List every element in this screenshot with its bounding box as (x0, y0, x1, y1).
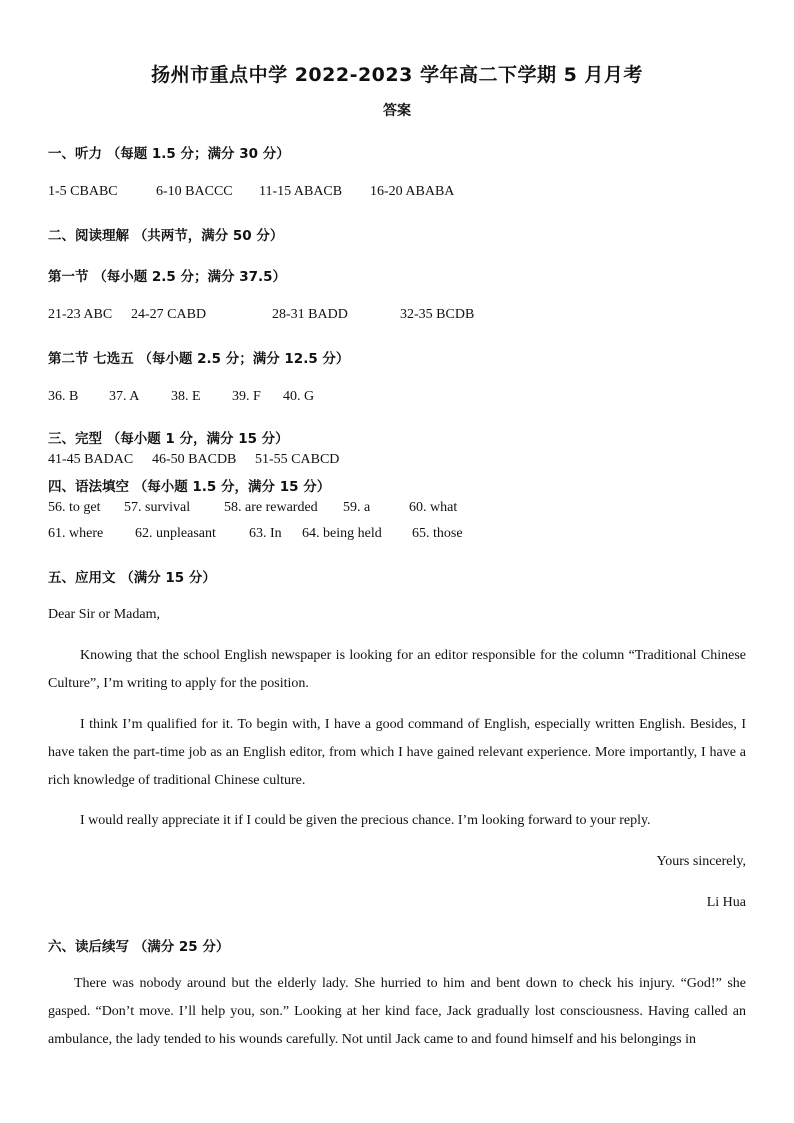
answer-item: 64. being held (302, 526, 382, 541)
grammar-answers-row1 (48, 500, 457, 516)
answer-group: 21-23 ABC (48, 307, 113, 322)
answer-group: 24-27 CABD (131, 307, 207, 322)
answer-item: 59. a (343, 500, 371, 515)
answer-item: 58. are rewarded (224, 500, 318, 515)
reading-part1-answers (48, 307, 474, 323)
answer-item: 36. B (48, 389, 79, 404)
grammar-answers-row2 (48, 526, 463, 542)
reading-part2-heading: 第二节 七选五 （每小题 2.5 分；满分 12.5 分） (48, 351, 350, 367)
answer-item: 57. survival (124, 500, 191, 515)
answer-item: 62. unpleasant (135, 526, 216, 541)
letter-closing: Yours sincerely, (656, 854, 746, 869)
answer-item: 40. G (283, 389, 315, 404)
continuation-paragraph: There was nobody around but the elderly lady. She hurried to him and bent down to check his injury. “God!” she gasped. “Don’t move. I’ll help you, son.” Looking at her kind face, Jack gradually lost consciousness. Having called an ambulance, the lady tended to his wounds carefully. Not until Jack came to and found himself and his belongings in (48, 976, 746, 1047)
answer-group: 51-55 CABCD (255, 452, 340, 467)
answer-item: 37. A (109, 389, 140, 404)
answer-group: 1-5 CBABC (48, 184, 118, 199)
answer-group: 28-31 BADD (272, 307, 348, 322)
letter-paragraph: I would really appreciate it if I could be given the precious chance. I’m looking forward to your reply. (80, 813, 651, 828)
answer-item: 65. those (412, 526, 463, 541)
letter-paragraph: I think I’m qualified for it. To begin with, I have a good command of English, especially written English. Besides, I have taken the part-time job as an English editor, from which I have gained relevant experience. More importantly, I have a rich knowledge of traditional Chinese culture. (48, 717, 746, 788)
section-grammar-heading: 四、语法填空 （每小题 1.5 分，满分 15 分） (48, 479, 331, 495)
section-continuation-heading: 六、读后续写 （满分 25 分） (48, 939, 230, 955)
answer-item: 61. where (48, 526, 104, 541)
answer-item: 56. to get (48, 500, 101, 515)
answer-item: 38. E (171, 389, 201, 404)
answer-item: 39. F (232, 389, 261, 404)
reading-part2-answers (48, 389, 314, 405)
letter-signature: Li Hua (706, 895, 746, 910)
section-reading-heading: 二、阅读理解 （共两节，满分 50 分） (48, 228, 284, 244)
section-listening-heading: 一、听力 （每题 1.5 分；满分 30 分） (48, 146, 290, 162)
answer-group: 32-35 BCDB (400, 307, 475, 322)
letter-greeting: Dear Sir or Madam, (48, 607, 160, 622)
page-title: 扬州市重点中学 2022-2023 学年高二下学期 5 月月考 (151, 64, 643, 86)
answer-group: 41-45 BADAC (48, 452, 134, 467)
section-cloze-heading: 三、完型 （每小题 1 分，满分 15 分） (48, 431, 289, 447)
answer-group: 6-10 BACCC (156, 184, 233, 199)
answer-group: 46-50 BACDB (152, 452, 237, 467)
answer-item: 63. In (249, 526, 282, 541)
answer-group: 16-20 ABABA (370, 184, 455, 199)
page-subtitle: 答案 (383, 103, 411, 119)
answer-group: 11-15 ABACB (259, 184, 343, 199)
reading-part1-heading: 第一节 （每小题 2.5 分；满分 37.5） (48, 269, 287, 285)
cloze-answers (48, 452, 339, 468)
section-writing-heading: 五、应用文 （满分 15 分） (48, 570, 216, 586)
letter-paragraph: Knowing that the school English newspaper is looking for an editor responsible for the column “Traditional Chinese Culture”, I’m writing to apply for the position. (48, 648, 746, 691)
listening-answers (48, 184, 454, 200)
answer-item: 60. what (409, 500, 458, 515)
